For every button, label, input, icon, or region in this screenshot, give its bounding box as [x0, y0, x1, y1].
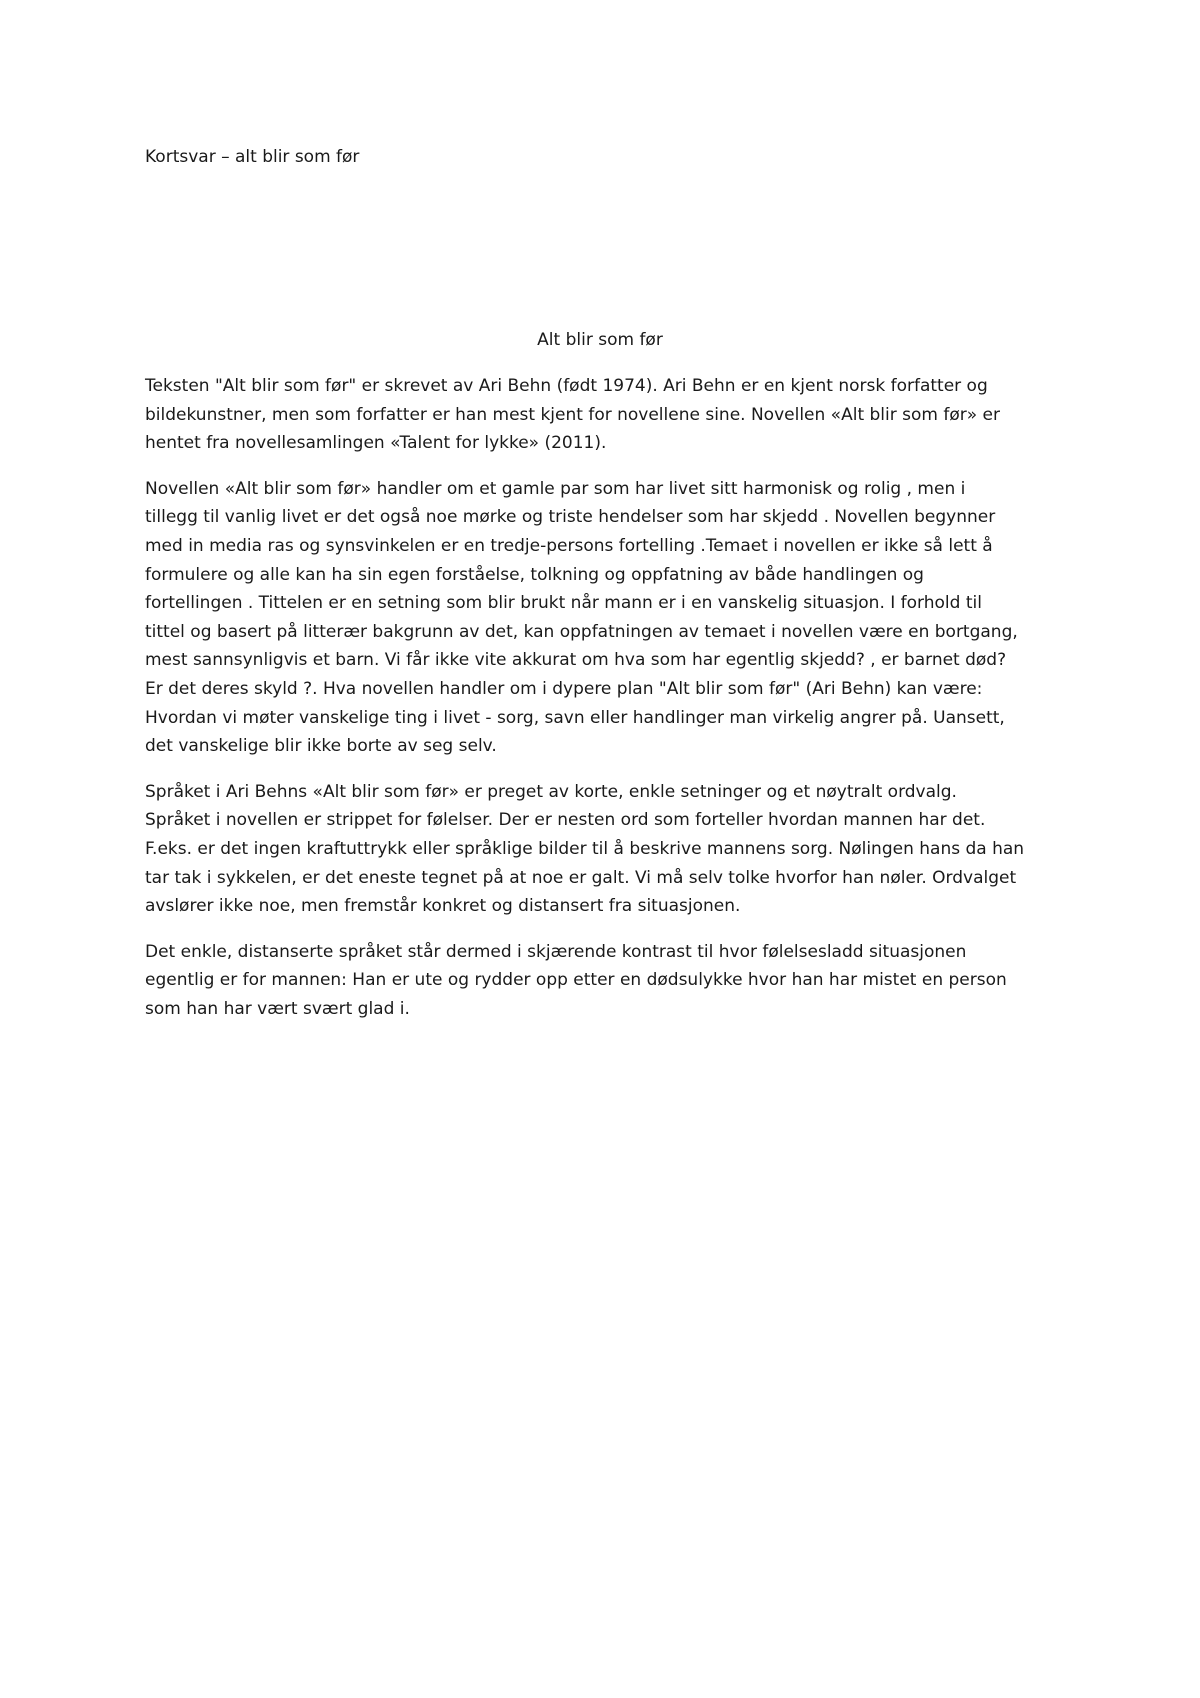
- text-line: avslører ikke noe, men fremstår konkret og distansert fra situasjonen.: [145, 896, 741, 917]
- text-line: fortellingen . Tittelen er en setning som blir brukt når mann er i en vanskelig situasjon. I forhold til: [145, 593, 982, 614]
- text-line: Språket i novellen er strippet for følelser. Der er nesten ord som forteller hvordan mannen har det.: [145, 810, 986, 831]
- paragraph-contrast: [145, 938, 1065, 1024]
- text-line: egentlig er for mannen: Han er ute og rydder opp etter en dødsulykke hvor han har mistet en person: [145, 970, 1007, 991]
- text-line: med in media ras og synsvinkelen er en tredje-persons fortelling .Temaet i novellen er ikke så lett å: [145, 535, 993, 556]
- body-text: [145, 372, 1065, 1040]
- header-title: Kortsvar – alt blir som før: [145, 147, 360, 167]
- text-line: hentet fra novellesamlingen «Talent for lykke» (2011).: [145, 433, 607, 454]
- text-line: det vanskelige blir ikke borte av seg selv.: [145, 736, 497, 757]
- text-line: tar tak i sykkelen, er det eneste tegnet på at noe er galt. Vi må selv tolke hvorfor han nøler. Ordvalget: [145, 867, 1017, 888]
- text-line: Novellen «Alt blir som før» handler om et gamle par som har livet sitt harmonisk og rolig , men i: [145, 478, 966, 499]
- text-line: formulere og alle kan ha sin egen forståelse, tolkning og oppfatning av både handlingen og: [145, 564, 924, 585]
- text-line: bildekunstner, men som forfatter er han mest kjent for novellene sine. Novellen «Alt blir som før» er: [145, 404, 1000, 425]
- text-line: tittel og basert på litterær bakgrunn av det, kan oppfatningen av temaet i novellen være en bortgang,: [145, 621, 1018, 642]
- paragraph-intro: [145, 372, 1065, 458]
- text-line: Teksten "Alt blir som før" er skrevet av Ari Behn (født 1974). Ari Behn er en kjent norsk forfatter og: [145, 376, 988, 396]
- text-line: Det enkle, distanserte språket står dermed i skjærende kontrast til hvor følelsesladd situasjonen: [145, 941, 967, 962]
- text-line: Hvordan vi møter vanskelige ting i livet - sorg, savn eller handlinger man virkelig angrer på. Uansett,: [145, 707, 1005, 728]
- text-line: F.eks. er det ingen kraftuttrykk eller språklige bilder til å beskrive mannens sorg. Nølingen hans da han: [145, 838, 1025, 859]
- page-title: Alt blir som før: [537, 330, 663, 350]
- text-line: mest sannsynligvis et barn. Vi får ikke vite akkurat om hva som har egentlig skjedd? , er barnet død?: [145, 650, 1007, 671]
- text-line: som han har vært svært glad i.: [145, 998, 410, 1019]
- paragraph-theme: [145, 475, 1065, 761]
- text-line: Er det deres skyld ?. Hva novellen handler om i dypere plan "Alt blir som før" (Ari Behn) kan være:: [145, 678, 983, 699]
- text-line: Språket i Ari Behns «Alt blir som før» er preget av korte, enkle setninger og et nøytralt ordvalg.: [145, 781, 957, 802]
- paragraph-language: [145, 778, 1065, 921]
- text-line: tillegg til vanlig livet er det også noe mørke og triste hendelser som har skjedd . Novellen begynner: [145, 507, 996, 528]
